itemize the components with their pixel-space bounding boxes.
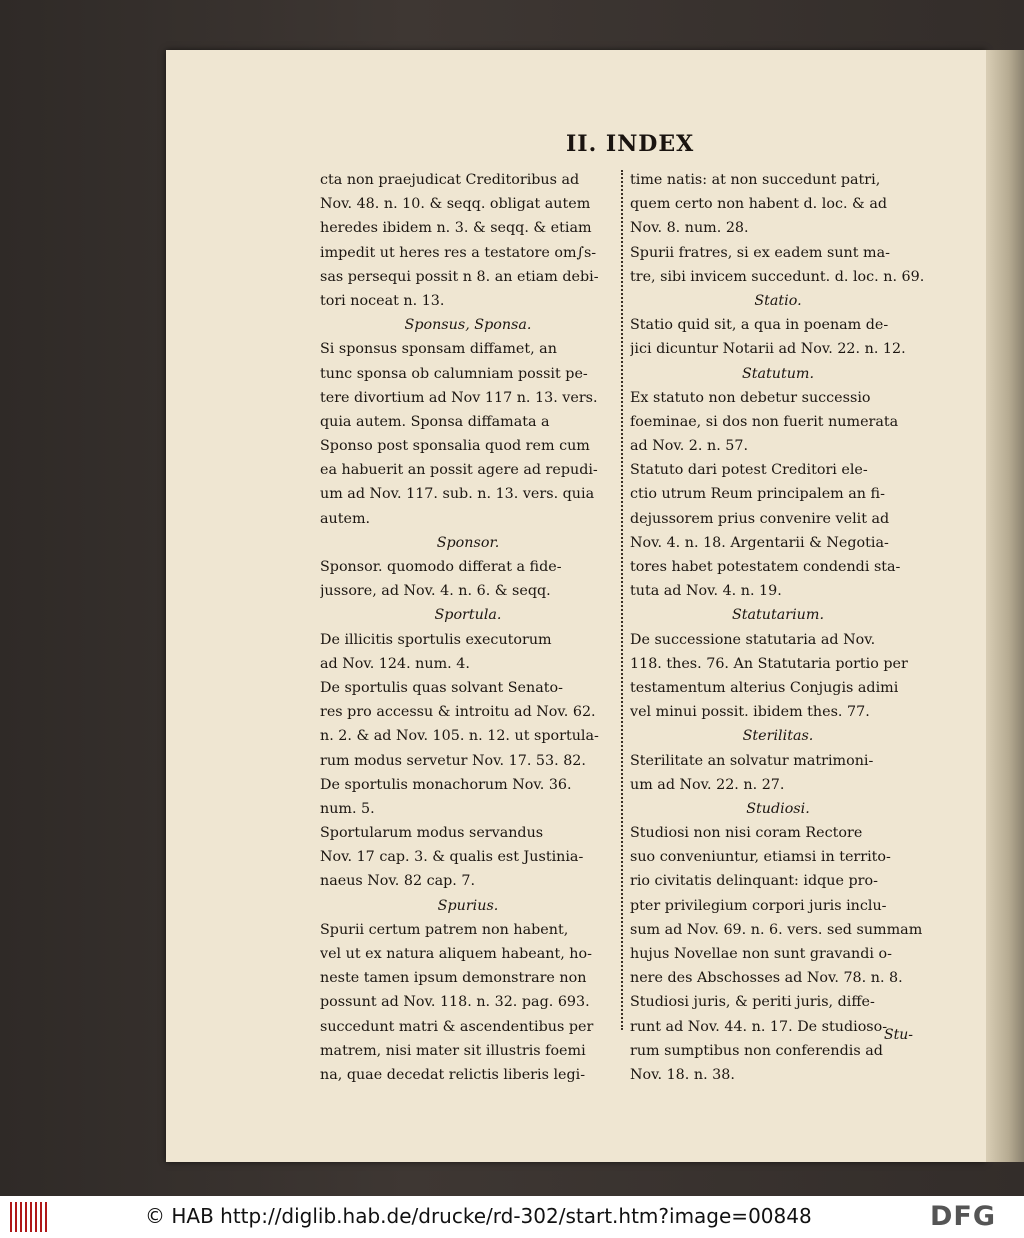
index-heading: Spurius. (437, 897, 499, 914)
text-line: cta non praejudicat Creditoribus ad (320, 172, 580, 188)
index-heading: Sponsus, Sponsa. (404, 317, 532, 334)
text-line: De sportulis quas solvant Senato- (320, 679, 563, 696)
text-line: time natis: at non succedunt patri, (630, 172, 881, 188)
index-heading: Statutum. (741, 365, 815, 382)
text-line: testamentum alterius Conjugis adimi (630, 679, 899, 696)
text-line: suo conveniuntur, etiamsi in territo- (630, 849, 891, 866)
column-divider (621, 170, 624, 1030)
text-line: De illicitis sportulis executorum (320, 631, 552, 648)
text-line: Ex statuto non debetur successio (630, 389, 871, 406)
text-line: ea habuerit an possit agere ad repudi- (320, 462, 598, 479)
text-line: res pro accessu & introitu ad Nov. 62. (320, 704, 596, 721)
text-line: Statuto dari potest Creditori ele- (630, 462, 868, 479)
text-line: impedit ut heres res a testatore om∫s- (320, 244, 597, 261)
index-heading: Sponsor. (436, 534, 500, 551)
text-line: possunt ad Nov. 118. n. 32. pag. 693. (320, 994, 590, 1011)
text-line: rum modus servetur Nov. 17. 53. 82. (320, 752, 586, 769)
text-line: ad Nov. 124. num. 4. (320, 655, 470, 672)
footer-bar (0, 1196, 1024, 1238)
text-line: Spurii fratres, si ex eadem sunt ma- (630, 244, 890, 261)
text-line: De successione statutaria ad Nov. (630, 631, 876, 648)
text-line: tores habet potestatem condendi sta- (630, 559, 901, 575)
text-line: dejussorem prius convenire velit ad (630, 510, 890, 527)
credit-link[interactable]: © HAB http://diglib.hab.de/drucke/rd-302/start.htm?image=00848 (145, 1204, 812, 1228)
text-line: tre, sibi invicem succedunt. d. loc. n. 69. (630, 268, 925, 285)
dfg-logo: DFG (930, 1201, 997, 1232)
text-line: ad Nov. 2. n. 57. (630, 438, 749, 455)
text-line: tori noceat n. 13. (320, 292, 445, 309)
text-line: neste tamen ipsum demonstrare non (320, 970, 587, 987)
text-line: matrem, nisi mater sit illustris foemi (320, 1042, 586, 1059)
text-line: Nov. 48. n. 10. & seqq. obligat autem (320, 196, 591, 213)
text-line: 118. thes. 76. An Statutaria portio per (630, 655, 908, 672)
page-header: II. INDEX (566, 131, 695, 157)
text-line: num. 5. (320, 800, 375, 817)
left-column (320, 168, 616, 1087)
text-line: Nov. 18. n. 38. (630, 1066, 735, 1083)
text-line: Nov. 4. n. 18. Argentarii & Negotia- (630, 534, 889, 551)
text-line: tuta ad Nov. 4. n. 19. (630, 583, 782, 600)
text-line: Spurii certum patrem non habent, (320, 921, 569, 938)
index-heading: Sterilitas. (742, 728, 814, 745)
index-heading: Statutarium. (731, 607, 824, 624)
page-edge (986, 50, 1024, 1162)
text-line: vel ut ex natura aliquem habeant, ho- (320, 946, 592, 962)
text-line: Sponsor. quomodo differat a fide- (320, 559, 562, 575)
text-line: autem. (320, 510, 371, 527)
text-line: jussore, ad Nov. 4. n. 6. & seqq. (320, 583, 551, 600)
text-line: Sportularum modus servandus (320, 825, 544, 842)
text-line: hujus Novellae non sunt gravandi o- (630, 946, 892, 962)
text-line: Sterilitate an solvatur matrimoni- (630, 752, 874, 769)
text-line: naeus Nov. 82 cap. 7. (320, 873, 476, 890)
text-line: Nov. 8. num. 28. (630, 220, 749, 237)
right-column (630, 168, 926, 1087)
text-line: um ad Nov. 22. n. 27. (630, 776, 785, 793)
hab-logo-icon (10, 1202, 50, 1232)
text-line: jici dicuntur Notarii ad Nov. 22. n. 12. (630, 341, 906, 358)
text-line: rio civitatis delinquant: idque pro- (630, 873, 878, 890)
text-line: Sponso post sponsalia quod rem cum (320, 438, 590, 455)
text-line: Si sponsus sponsam diffamet, an (320, 341, 557, 358)
text-line: quia autem. Sponsa diffamata a (320, 413, 550, 430)
text-line: tunc sponsa ob calumniam possit pe- (320, 365, 588, 382)
text-line: De sportulis monachorum Nov. 36. (320, 776, 572, 793)
text-line: vel minui possit. ibidem thes. 77. (630, 704, 870, 721)
text-line: foeminae, si dos non fuerit numerata (630, 413, 899, 430)
text-line: sas persequi possit n 8. an etiam debi- (320, 268, 599, 285)
index-heading: Studiosi. (746, 800, 810, 817)
text-line: na, quae decedat relictis liberis legi- (320, 1066, 586, 1083)
text-line: runt ad Nov. 44. n. 17. De studioso- (630, 1018, 888, 1035)
text-line: ctio utrum Reum principalem an fi- (630, 486, 885, 503)
text-line: Studiosi non nisi coram Rectore (630, 825, 863, 842)
index-heading: Sportula. (434, 607, 502, 624)
text-line: tere divortium ad Nov 117 n. 13. vers. (320, 389, 598, 406)
text-line: quem certo non habent d. loc. & ad (630, 196, 887, 213)
text-line: succedunt matri & ascendentibus per (320, 1018, 594, 1035)
text-line: n. 2. & ad Nov. 105. n. 12. ut sportula- (320, 728, 599, 745)
text-line: nere des Abschosses ad Nov. 78. n. 8. (630, 970, 903, 987)
catchword: Stu- (884, 1027, 913, 1043)
text-line: heredes ibidem n. 3. & seqq. & etiam (320, 220, 592, 237)
text-line: Nov. 17 cap. 3. & qualis est Justinia- (320, 849, 584, 866)
text-line: Statio quid sit, a qua in poenam de- (630, 317, 889, 334)
text-line: rum sumptibus non conferendis ad (630, 1042, 883, 1059)
index-heading: Statio. (754, 292, 802, 309)
text-line: Studiosi juris, & periti juris, diffe- (630, 994, 875, 1011)
text-line: um ad Nov. 117. sub. n. 13. vers. quia (320, 486, 595, 503)
text-line: sum ad Nov. 69. n. 6. vers. sed summam (630, 921, 923, 938)
text-line: pter privilegium corpori juris inclu- (630, 897, 887, 914)
